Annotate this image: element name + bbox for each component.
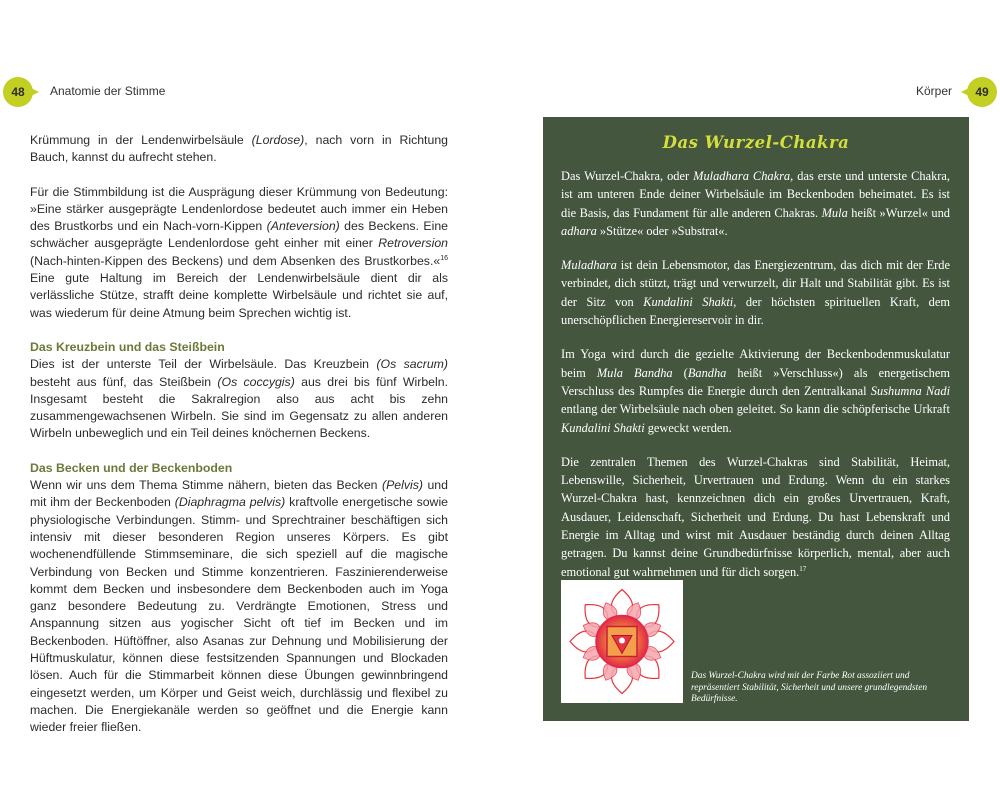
page-number-right: 49 [967,77,997,107]
box-body [561,167,950,597]
paragraph-sacrum: Dies ist der unterste Teil der Wirbelsäule. Das Kreuzbein (Os sacrum) besteht aus fünf, das Steißbein (Os coccygis) aus drei bis fünf Wirbeln. Insgesamt besteht die Sakralregion also aus acht bis zehn zusammengewachsenen Wirbeln. Sie sind im Gegensatz zu allen anderen Wirbeln unbeweglich und ein Teil deines knöchernen Beckens. [30,357,449,441]
running-title-right: Körper [915,84,952,98]
left-page-body [30,132,448,754]
root-chakra-mandala-icon [561,580,683,703]
heading-pelvis: Das Becken und der Beckenboden [30,460,233,475]
box-title: Das Wurzel-Chakra [662,133,850,152]
box-paragraph-1: Das Wurzel-Chakra, oder Muladhara Chakra, das erste und unterste Chakra, ist am unteren Ende deiner Wirbelsäule im Beckenboden beheimatet. Es ist die Basis, das Fundament für alle anderen Chakras. Mula heißt »Wurzel« und adhara »Stütze« oder »Substrat«. [561,169,950,238]
paragraph-lordose: Krümmung in der Lendenwirbelsäule (Lordose), nach vorn in Richtung Bauch, kannst du aufrecht stehen. [30,133,448,165]
paragraph-voice-posture: Für die Stimmbildung ist die Ausprägung dieser Krümmung von Bedeutung: »Eine stärker ausgeprägte Lendenlordose bedeutet auch immer ein Heben des Brustkorbs und ein Nach-vorn-Kippen (Anteversion) des Beckens. Eine schwächer ausgeprägte Lendenlordose geht einher mit einer Retroversion (Nach-hinten-Kippen des Beckens) und dem Absenken des Brustkorbes.«$^{16}$ Eine gute Haltung im Bereich der Lendenwirbelsäule dient dir als verlässliche Stütze, strafft deine komplette Wirbelsäule und richtet sie auf, was wiederum für deine Atmung beim Sprechen wichtig ist. [30,184,448,320]
image-caption: Das Wurzel-Chakra wird mit der Farbe Rot assoziiert und repräsentiert Stabilität, Sicherheit und unsere grundlegendsten Bedürfnisse. [691,671,928,705]
box-paragraph-3: Im Yoga wird durch die gezielte Aktivierung der Beckenbodenmuskulatur beim Mula Bandha (Bandha heißt »Verschluss«) als energetischem Verschluss des Rumpfes die Energie durch den Zentralkanal Sushumna Nadi entlang der Wirbelsäule nach oben geleitet. So kann die schöpferische Urkraft Kundalini Shakti geweckt werden. [561,347,951,435]
heading-sacrum: Das Kreuzbein und das Steißbein [30,339,225,354]
running-title-left: Anatomie der Stimme [50,84,166,98]
paragraph-pelvis: Wenn wir uns dem Thema Stimme nähern, bieten das Becken (Pelvis) und mit ihm der Beckenboden (Diaphragma pelvis) kraftvolle energetische sowie physiologische Verbindungen. Stimm- und Sprechtrainer beschäftigen sich intensiv mit dieser besonderen Region unseres Körpers. Es gibt wochenendfüllende Stimmseminare, die sich speziell auf die magische Verbindung von Becken und Stimme konzentrieren. Faszinierenderweise kommt dem Becken und insbesondere dem Beckenboden auch im Yoga ganz besondere Bedeutung zu. Verdrängte Emotionen, Stress und Anspannung sitzen aus yogischer Sicht oft tief im Becken und im Beckenboden. Hüftöffner, also Asanas zur Dehnung und Mobilisierung der Hüftmuskulatur, können diese festsitzenden Spannungen und Blockaden lösen. Auch für die Stimmarbeit können diese Übungen gewinnbringend eingesetzt werden, um Körper und Geist weich, durchlässig und flexibel zu machen. Die Energiekanäle werden so geöffnet und die Energie kann wieder freier fließen. [30,478,449,735]
chakra-info-box [543,117,969,721]
page-number-left: 48 [3,77,33,107]
box-paragraph-4: Die zentralen Themen des Wurzel-Chakras sind Stabilität, Heimat, Lebenswille, Sicherheit, Urvertrauen und Erdung. Wenn du ein starkes Wurzel-Chakra hast, kennzeichnen dich ein großes Urvertrauen, Kraft, Ausdauer, Leidenschaft, Sicherheit und Erdung. Du hast Lebenskraft und Energie im Alltag und wirst mit Ausdauer beständig durch deinen Alltag getragen. Du kannst deine Grundbedürfnisse körperlich, mental, aber auch emotional gut wahrnehmen und für dich sorgen.$^{17}$ [561,454,950,579]
mandala-image [561,580,683,703]
box-paragraph-2: Muladhara ist dein Lebensmotor, das Energiezentrum, das dich mit der Erde verbindet, dich stützt, trägt und verwurzelt, dir Halt und Stabilität gibt. Es ist der Sitz von Kundalini Shakti, der höchsten spirituellen Kraft, dem unerschöpflichen Energiereservoir in dir. [561,258,951,328]
